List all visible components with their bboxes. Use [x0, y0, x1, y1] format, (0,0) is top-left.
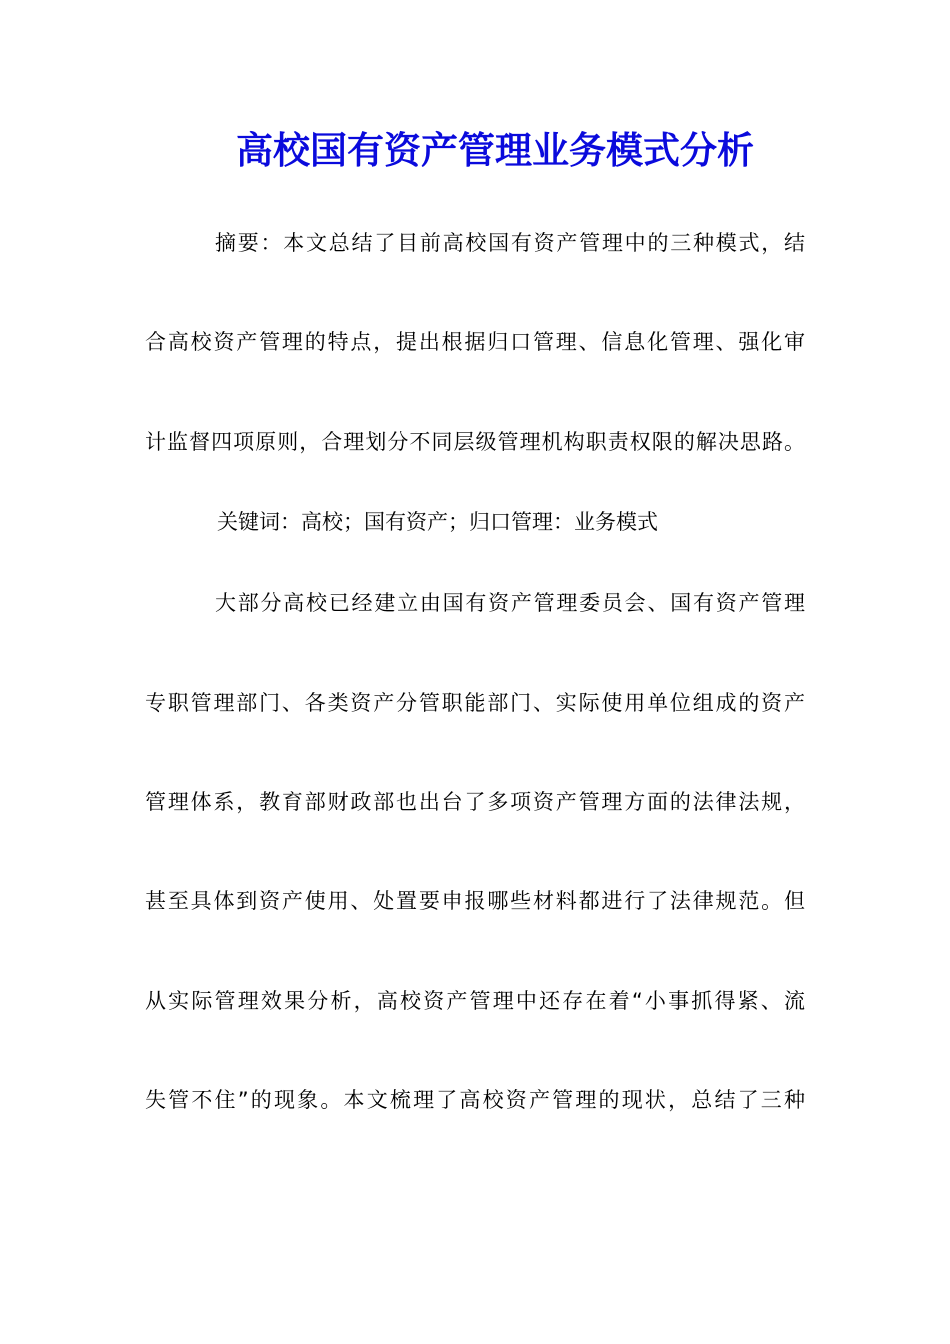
body-line-5: 从实际管理效果分析，高校资产管理中还存在着“小事抓得紧、流: [145, 989, 805, 1013]
body-line-2: 专职管理部门、各类资产分管职能部门、实际使用单位组成的资产: [145, 691, 805, 715]
body-line-3: 管理体系，教育部财政部也出台了多项资产管理方面的法律法规，: [145, 790, 805, 814]
abstract-line-2: 合高校资产管理的特点，提出根据归口管理、信息化管理、强化审: [145, 330, 805, 354]
keywords-line: 关键词：高校；国有资产；归口管理：业务模式: [217, 510, 658, 534]
abstract-line-3: 计监督四项原则，合理划分不同层级管理机构职责权限的解决思路。: [145, 430, 805, 454]
body-line-1: 大部分高校已经建立由国有资产管理委员会、国有资产管理: [215, 591, 805, 615]
abstract-line-1: 摘要：本文总结了目前高校国有资产管理中的三种模式，结: [215, 231, 805, 255]
body-line-6: 失管不住”的现象。本文梳理了高校资产管理的现状，总结了三种: [145, 1088, 805, 1112]
document-title: 高校国有资产管理业务模式分析: [236, 128, 754, 172]
body-line-4: 甚至具体到资产使用、处置要申报哪些材料都进行了法律规范。但: [145, 889, 805, 913]
